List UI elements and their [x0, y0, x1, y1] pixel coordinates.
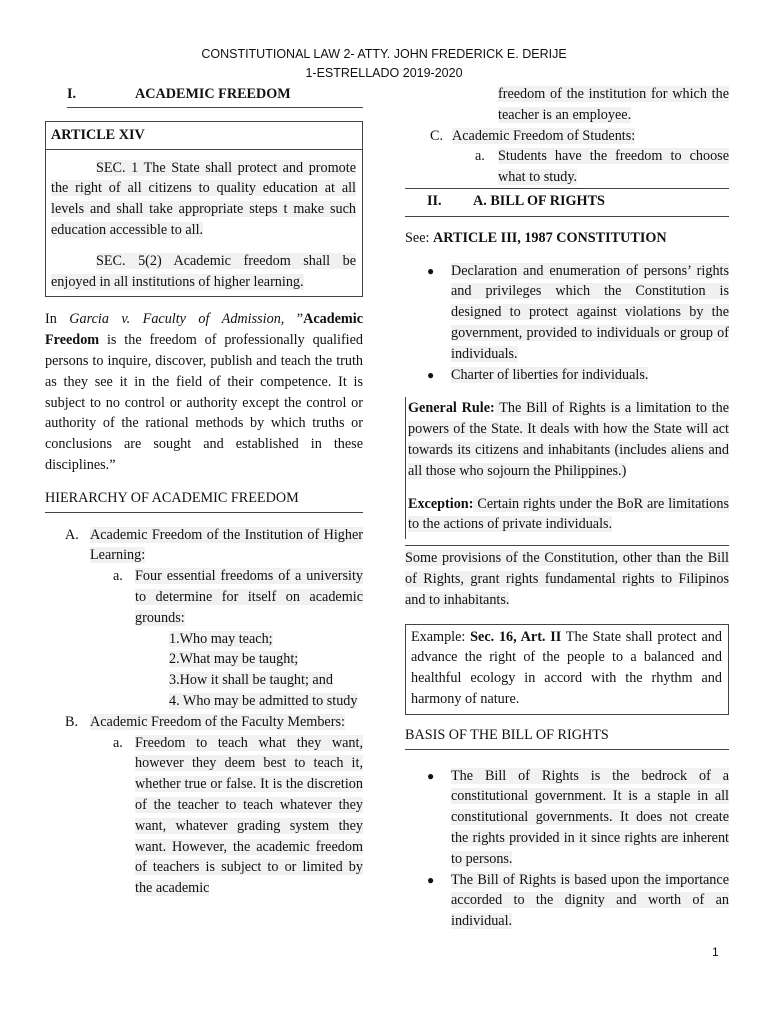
- see-reference: See: ARTICLE III, 1987 CONSTITUTION: [405, 229, 667, 246]
- page-number: 1: [712, 945, 719, 959]
- freedom-item-1: 1.Who may teach;: [169, 630, 273, 647]
- hierarchy-item-b-sub: a. Freedom to teach what they want, however they deem best to teach it, whether true or false. It is the discretion of the teacher to teach whatever they want, whatever grading system they want. However, the academic freedom of teachers is subject to or limited by the academic: [113, 734, 363, 897]
- hierarchy-item-c: C. Academic Freedom of Students:: [430, 127, 636, 144]
- freedom-item-3: 3.How it shall be taught; and: [169, 672, 333, 689]
- hierarchy-heading: HIERARCHY OF ACADEMIC FREEDOM: [45, 488, 363, 513]
- hierarchy-item-a: A. Academic Freedom of the Institution of Higher Learning:: [65, 526, 363, 564]
- bullet-icon: ●: [427, 768, 435, 783]
- freedom-item-4: 4. Who may be admitted to study: [169, 692, 358, 709]
- bullet-icon: ●: [427, 263, 435, 278]
- hierarchy-item-a-sub: a. Four essential freedoms of a university to determine for itself on academic grounds:: [113, 568, 363, 626]
- continued-text: freedom of the institution for which the teacher is an employee.: [498, 86, 729, 123]
- four-freedoms-list: [169, 629, 363, 712]
- bullet-icon: ●: [427, 367, 435, 382]
- article-xiv-box: [45, 121, 363, 298]
- bor-definition-list: [405, 261, 729, 386]
- general-rule: General Rule: The Bill of Rights is a limitation to the powers of the State. It deals with how the State will act towards its citizens and inhabitants (includes aliens and all those who sojourn the Philippines.): [408, 400, 729, 479]
- hierarchy-item-b: B. Academic Freedom of the Faculty Members:: [65, 713, 345, 730]
- exception: Exception: Certain rights under the BoR are limitations to the actions of private individuals.: [408, 495, 729, 533]
- list-item: ● The Bill of Rights is based upon the importance accorded to the dignity and worth of an individual.: [427, 870, 729, 932]
- example-box: [405, 624, 729, 715]
- list-item: ● Charter of liberties for individuals.: [427, 365, 729, 386]
- garcia-definition: In Garcia v. Faculty of Admission, ”Academic Freedom is the freedom of professionally qualified persons to inquire, discover, publish and teach the truth as they see it in the field of their competence. It is subject to no control or authority except the control or authority of the rational methods by which truths or conclusions are sought and established in these disciplines.”: [45, 311, 363, 473]
- article-title: ARTICLE XIV: [46, 124, 362, 150]
- freedom-item-2: 2.What may be taught;: [169, 651, 299, 668]
- left-column: [45, 84, 363, 899]
- basis-heading: BASIS OF THE BILL OF RIGHTS: [405, 725, 729, 750]
- hierarchy-item-c-sub: a. Students have the freedom to choose what to study.: [475, 148, 729, 186]
- section-heading-academic-freedom: [67, 84, 363, 108]
- article-sec-5: SEC. 5(2) Academic freedom shall be enjoyed in all institutions of higher learning.: [51, 252, 356, 290]
- section-number: I.: [67, 86, 77, 102]
- list-item: ● Declaration and enumeration of persons’ rights and privileges which the Constitution is designed to protect against violations by the government, provided to individuals or group of individuals.: [427, 261, 729, 365]
- example-text: Example: Sec. 16, Art. II The State shall protect and advance the right of the people to a balanced and healthful ecology in accord with the rhythm and harmony of nature.: [411, 628, 722, 707]
- basis-list: [405, 766, 729, 932]
- section-title: ACADEMIC FREEDOM: [135, 86, 291, 102]
- bullet-icon: ●: [427, 872, 435, 887]
- article-sec-1: SEC. 1 The State shall protect and promote the right of all citizens to quality education at all levels and shall take appropriate steps t make such education accessible to all.: [51, 159, 356, 238]
- section-number: II.: [427, 192, 442, 209]
- section-title: A. BILL OF RIGHTS: [473, 192, 605, 209]
- right-column: [405, 84, 729, 932]
- document-header-subtitle: 1-ESTRELLADO 2019-2020: [305, 66, 463, 80]
- general-rule-block: [405, 397, 729, 539]
- other-provisions: Some provisions of the Constitution, other than the Bill of Rights, grant rights fundamental rights to Filipinos and to inhabitants.: [405, 545, 729, 610]
- list-item: ● The Bill of Rights is the bedrock of a constitutional government. It is a staple in all constitutional governments. It does not create the rights provided in it since rights are inherent to persons.: [427, 766, 729, 870]
- section-heading-bill-of-rights: [405, 188, 729, 217]
- document-header-title: CONSTITUTIONAL LAW 2- ATTY. JOHN FREDERICK E. DERIJE: [201, 47, 567, 61]
